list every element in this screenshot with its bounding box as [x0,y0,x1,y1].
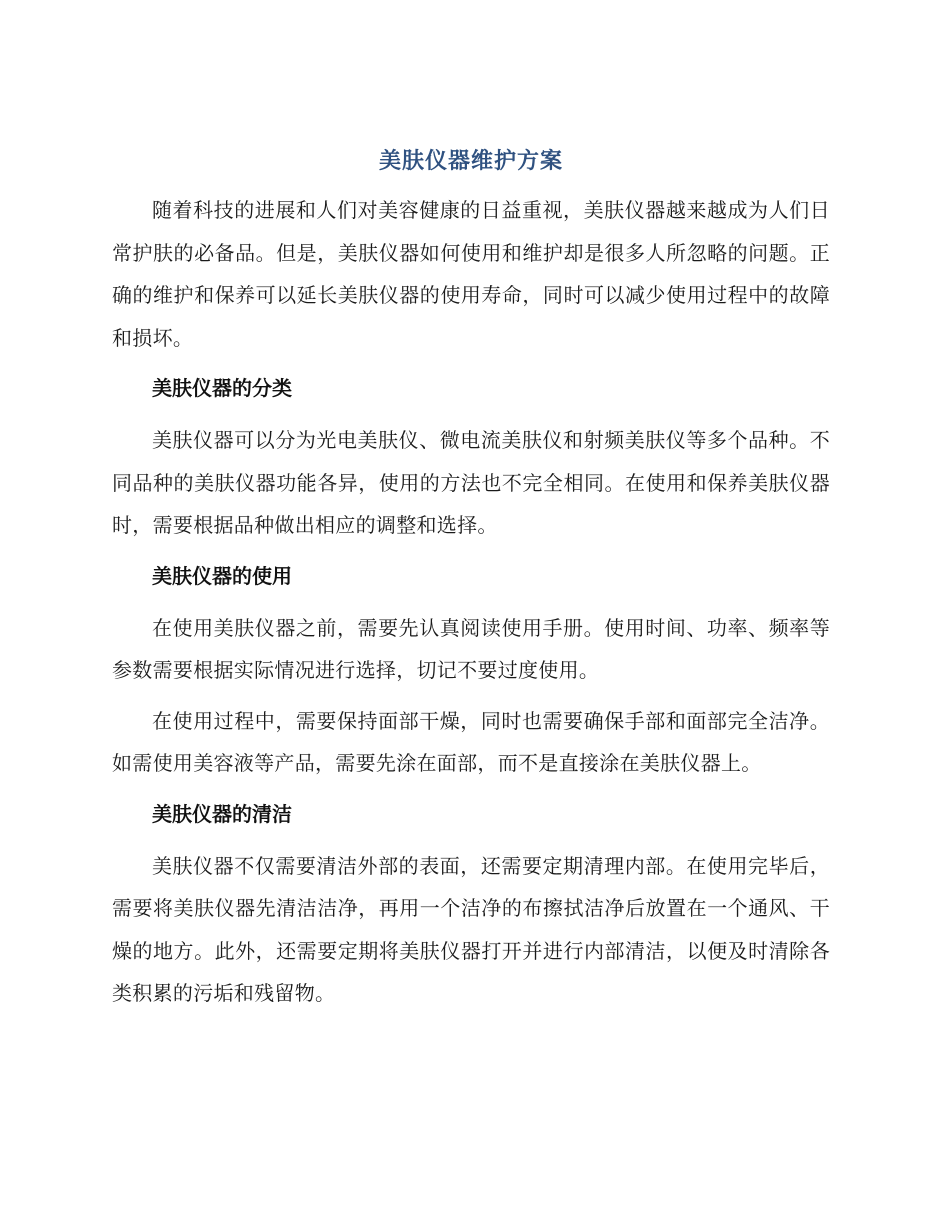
document-page [112,145,830,1023]
section-heading-usage: 美肤仪器的使用 [152,563,292,588]
section-paragraph: 美肤仪器不仅需要清洁外部的表面，还需要定期清理内部。在使用完毕后，需要将美肤仪器先清洁洁净，再用一个洁净的布擦拭洁净后放置在一个通风、干燥的地方。此外，还需要定期将美肤仪器打开并进行内部清洁，以便及时清除各类积累的污垢和残留物。 [112,853,830,1005]
section-paragraph: 在使用过程中，需要保持面部干燥，同时也需要确保手部和面部完全洁净。如需使用美容液等产品，需要先涂在面部，而不是直接涂在美肤仪器上。 [112,708,830,775]
section-paragraph: 美肤仪器可以分为光电美肤仪、微电流美肤仪和射频美肤仪等多个品种。不同品种的美肤仪器功能各异，使用的方法也不完全相同。在使用和保养美肤仪器时，需要根据品种做出相应的调整和选择。 [112,428,830,537]
section-classification [112,367,830,547]
section-heading-cleaning: 美肤仪器的清洁 [152,801,292,826]
document-title: 美肤仪器维护方案 [378,149,563,174]
section-cleaning [112,793,830,1015]
section-heading-classification: 美肤仪器的分类 [152,376,292,400]
section-paragraph: 在使用美肤仪器之前，需要先认真阅读使用手册。使用时间、功率、频率等参数需要根据实际情况进行选择，切记不要过度使用。 [112,615,830,682]
section-usage [112,555,830,785]
intro-paragraph: 随着科技的进展和人们对美容健康的日益重视，美肤仪器越来越成为人们日常护肤的必备品。但是，美肤仪器如何使用和维护却是很多人所忽略的问题。正确的维护和保养可以延长美肤仪器的使用寿命，同时可以减少使用过程中的故障和损坏。 [112,198,830,350]
